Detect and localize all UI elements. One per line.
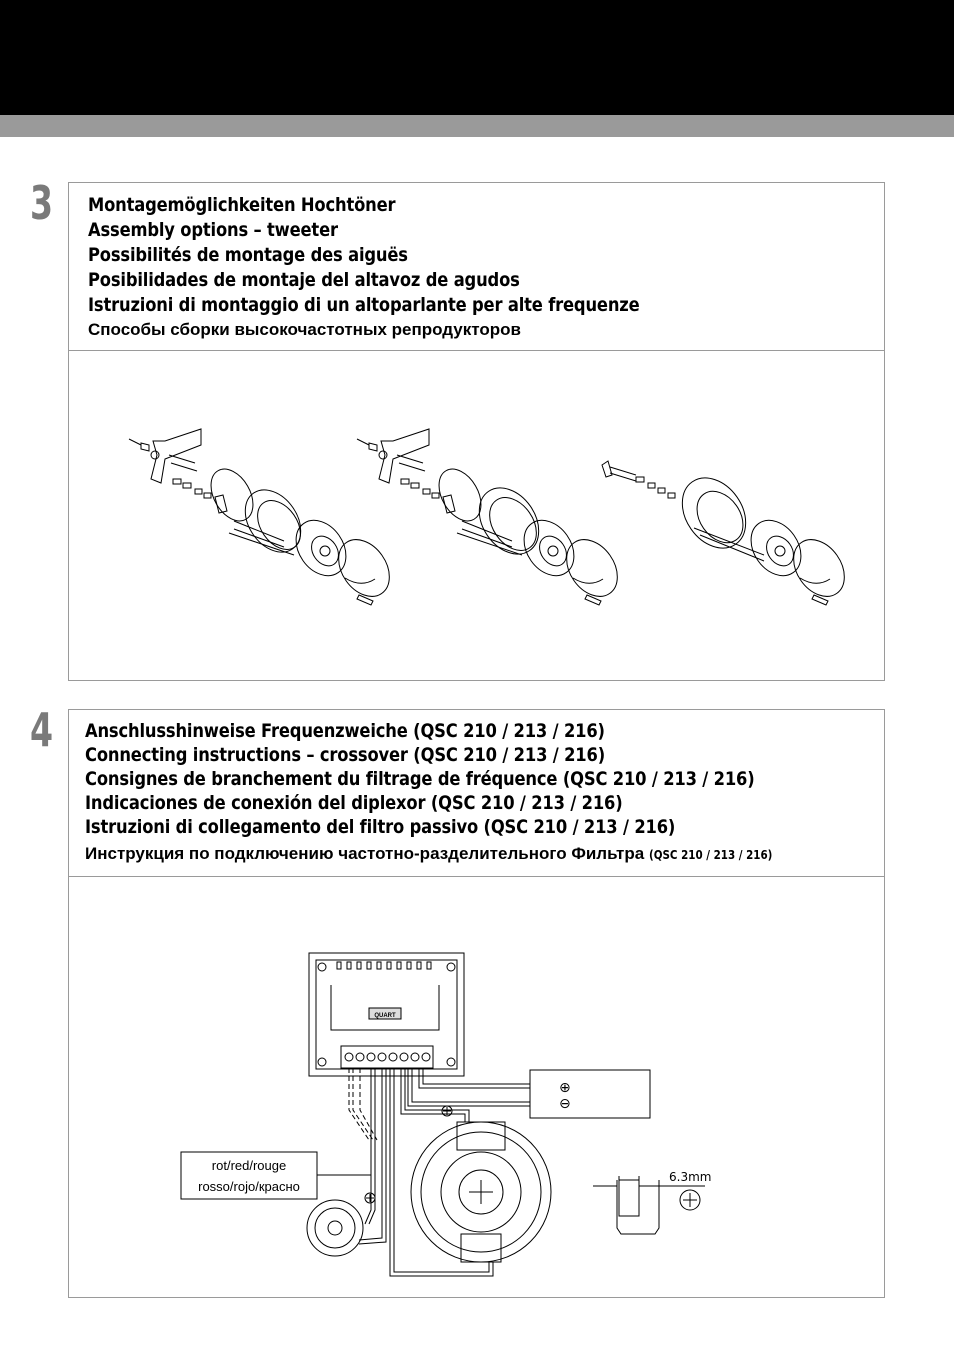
step-number-3: 3 (30, 176, 54, 230)
step-number-4: 4 (30, 703, 54, 757)
tweeter-assembly-option-1 (129, 429, 400, 606)
amplifier-input-box (530, 1070, 650, 1118)
heading-ru-models: (QSC 210 / 213 / 216) (648, 848, 773, 862)
tweeter-assembly-option-2 (357, 429, 628, 606)
heading-fr: Possibilités de montage des aiguës (88, 244, 408, 266)
heading-fr: Consignes de branchement du filtrage de fréquence (QSC 210 / 213 / 216) (85, 768, 755, 790)
crossover-wiring-diagram (69, 710, 884, 1297)
terminal-detail (617, 1180, 659, 1234)
header-gray-band (0, 115, 954, 137)
amp-minus-symbol: ⊖ (559, 1096, 571, 1112)
crossover-connection-panel (68, 709, 885, 1298)
amp-plus-symbol: ⊕ (559, 1080, 571, 1096)
heading-ru-text: Инструкция по подключению частотно-разделительного Фильтра (85, 844, 645, 863)
heading-en: Connecting instructions – crossover (QSC 210 / 213 / 216) (85, 744, 605, 766)
header-black-band (0, 0, 954, 115)
tweeter-assembly-option-3 (602, 461, 855, 606)
heading-it: Istruzioni di collegamento del filtro passivo (QSC 210 / 213 / 216) (85, 816, 676, 838)
heading-en: Assembly options – tweeter (88, 219, 338, 241)
wire-label-line2: rosso/rojo/красно (198, 1179, 300, 1194)
wire-label-line1: rot/red/rouge (211, 1158, 287, 1173)
terminal-size-label: 6.3mm (669, 1170, 712, 1184)
tweeter-assembly-illustration (69, 183, 884, 680)
heading-de: Anschlusshinweise Frequenzweiche (QSC 210 / 213 / 216) (85, 720, 605, 742)
heading-it: Istruzioni di montaggio di un altoparlante per alte frequenze (88, 294, 640, 316)
heading-es: Indicaciones de conexión del diplexor (QSC 210 / 213 / 216) (85, 792, 623, 814)
heading-de: Montagemöglichkeiten Hochtöner (88, 194, 396, 216)
heading-ru: Способы сборки высокочастотных репродукторов (88, 320, 521, 339)
crossover-brand-label: QUART (374, 1013, 396, 1019)
assembly-options-panel (68, 182, 885, 681)
heading-es: Posibilidades de montaje del altavoz de agudos (88, 269, 520, 291)
